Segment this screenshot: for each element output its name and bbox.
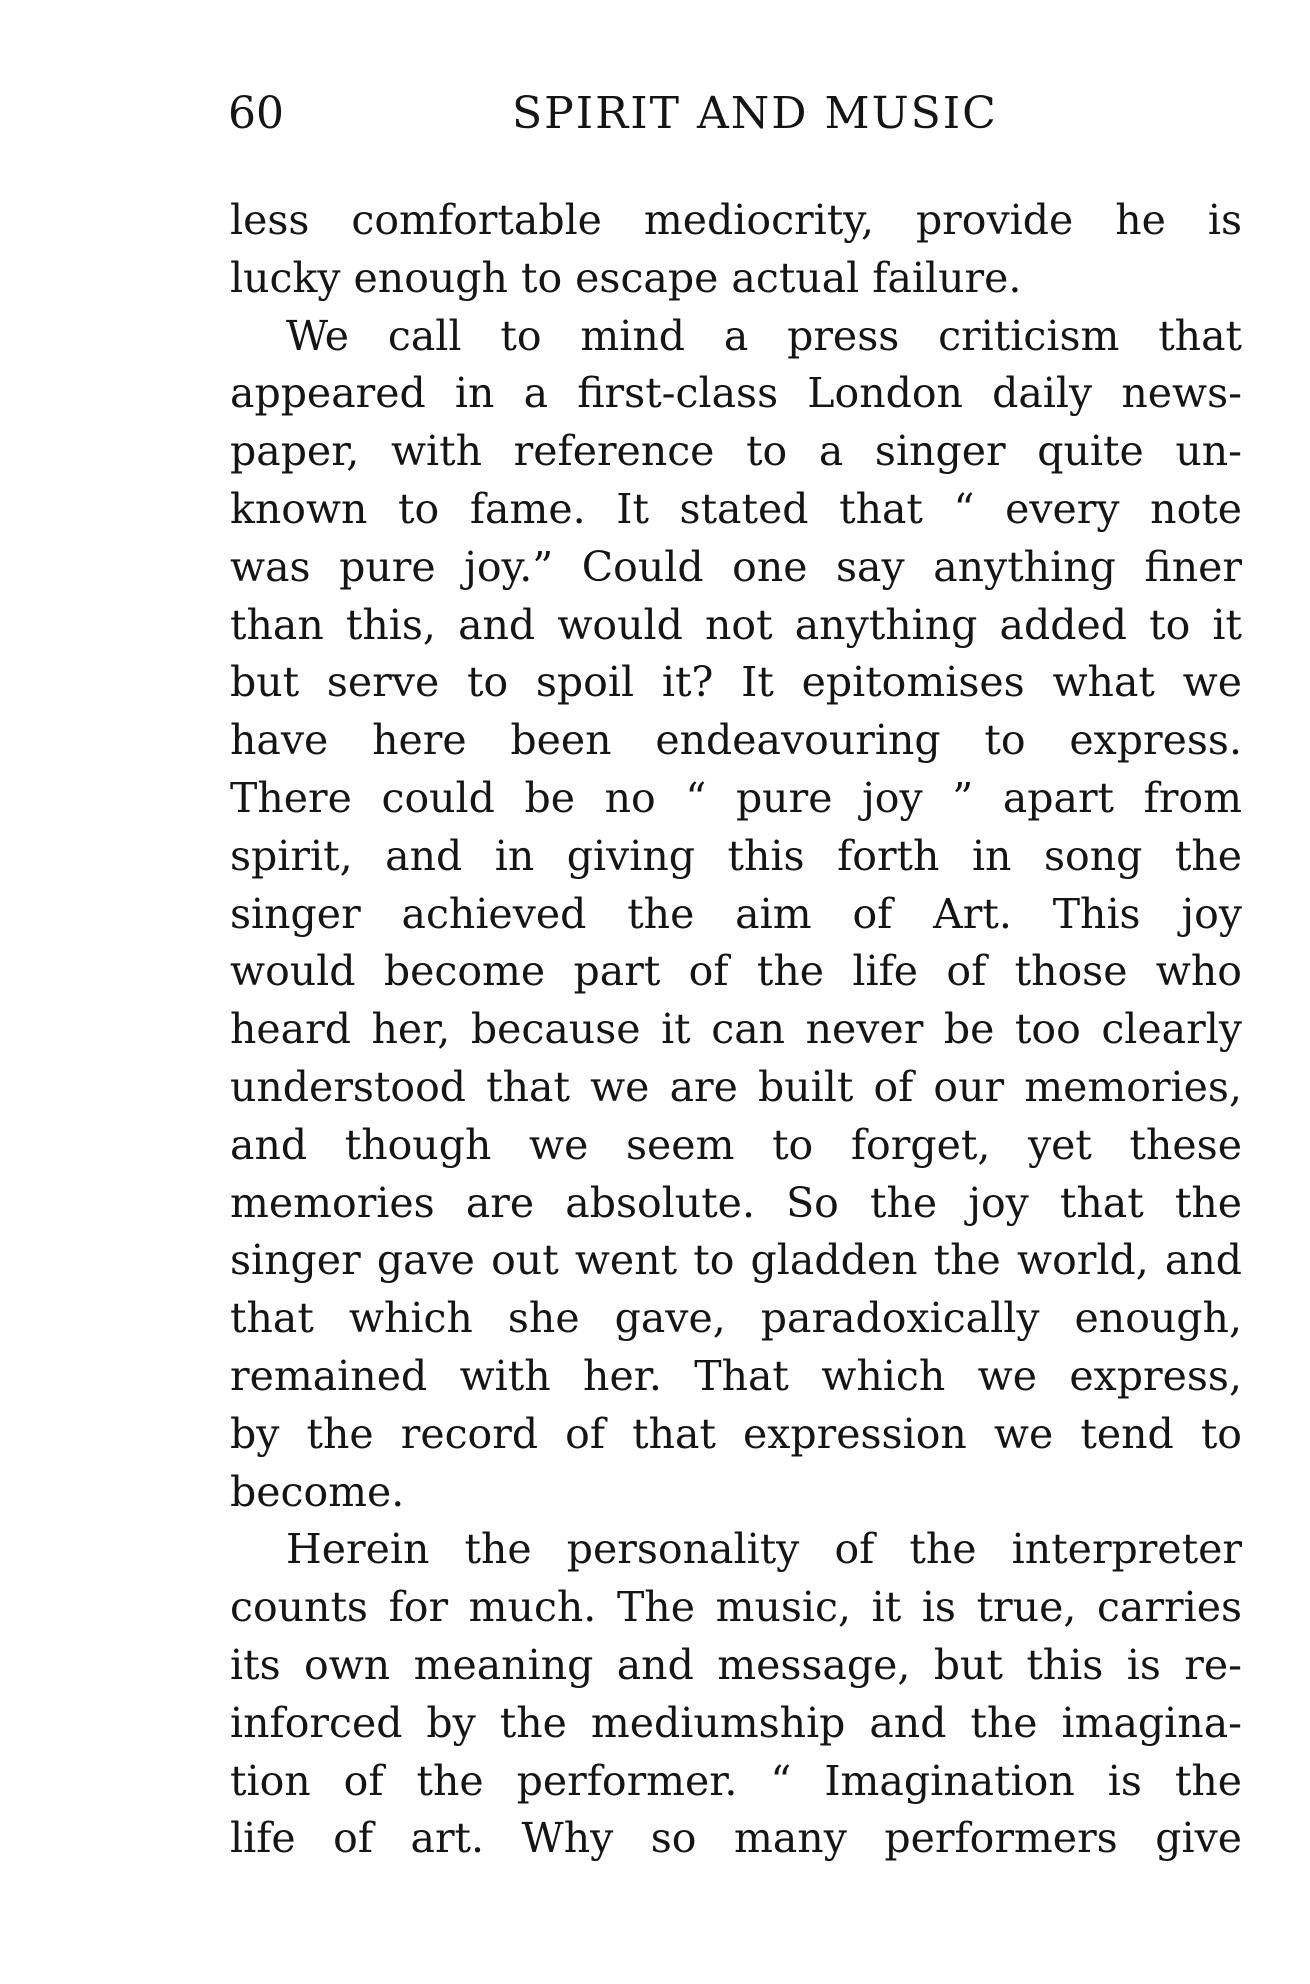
page-number: 60 — [228, 88, 284, 139]
text-line: was pure joy.” Could one say anything finer — [230, 542, 1242, 591]
paragraph-first-line: We call to mind a press criticism that — [286, 311, 1242, 360]
paragraph-first-line: Herein the personality of the interpreter — [286, 1525, 1242, 1574]
text-line: than this, and would not anything added to it — [230, 600, 1242, 649]
text-line: its own meaning and message, but this is re- — [230, 1640, 1242, 1689]
text-line: heard her, because it can never be too clearly — [230, 1005, 1242, 1054]
text-line: tion of the performer. “ Imagination is the — [230, 1756, 1242, 1805]
body-text — [230, 192, 1242, 1868]
text-line: but serve to spoil it? It epitomises what we — [230, 658, 1242, 707]
text-line: have here been endeavouring to express. — [230, 716, 1242, 765]
text-line: become. — [230, 1467, 405, 1516]
text-line: known to fame. It stated that “ every note — [230, 484, 1242, 533]
text-line: paper, with reference to a singer quite un- — [230, 427, 1242, 476]
text-line: lucky enough to escape actual failure. — [230, 253, 1022, 302]
text-line: life of art. Why so many performers give — [230, 1814, 1242, 1863]
running-title: SPIRIT AND MUSIC — [512, 88, 998, 139]
text-line: appeared in a first-class London daily news- — [230, 369, 1242, 418]
text-line: that which she gave, paradoxically enough, — [230, 1294, 1242, 1343]
text-line: memories are absolute. So the joy that the — [230, 1178, 1242, 1227]
text-line: inforced by the mediumship and the imagina- — [230, 1698, 1242, 1747]
text-line: less comfortable mediocrity, provide he is — [230, 196, 1242, 244]
text-line: by the record of that expression we tend to — [230, 1409, 1242, 1458]
text-line: would become part of the life of those who — [230, 947, 1242, 996]
text-line: and though we seem to forget, yet these — [230, 1120, 1242, 1169]
running-head — [228, 84, 1240, 144]
text-line: remained with her. That which we express, — [230, 1351, 1242, 1400]
text-line: There could be no “ pure joy ” apart from — [230, 773, 1242, 822]
text-line: understood that we are built of our memories, — [230, 1062, 1242, 1111]
text-line: counts for much. The music, it is true, carries — [230, 1583, 1242, 1632]
text-line: singer achieved the aim of Art. This joy — [230, 889, 1242, 938]
text-line: singer gave out went to gladden the world, and — [230, 1236, 1242, 1285]
text-line: spirit, and in giving this forth in song the — [230, 831, 1242, 880]
